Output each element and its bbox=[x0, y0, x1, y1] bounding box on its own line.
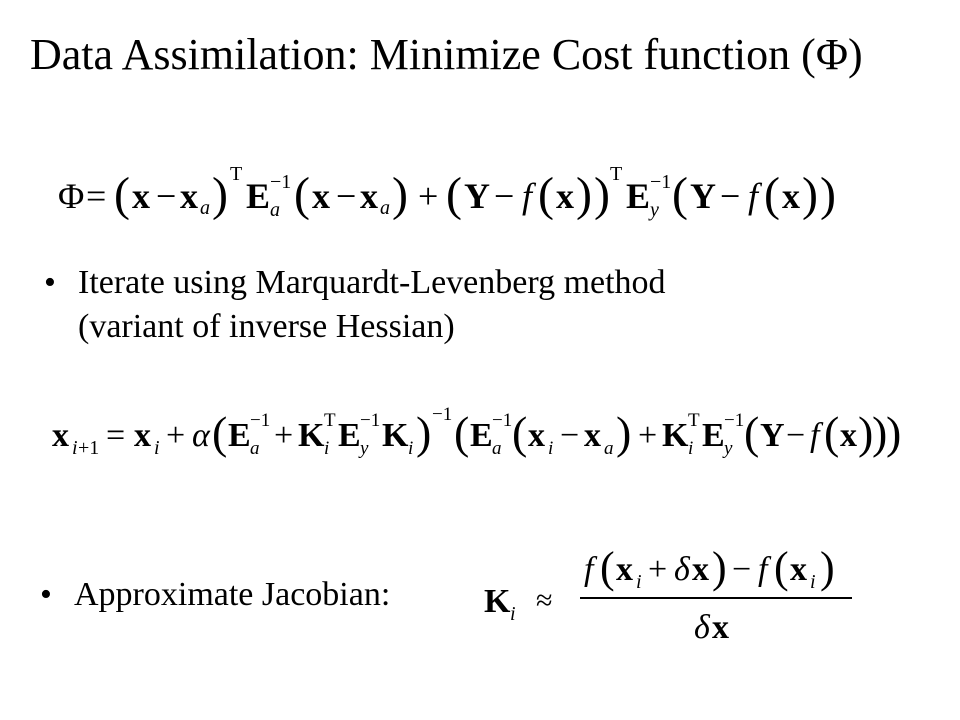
svg-text:(: ( bbox=[600, 543, 615, 592]
svg-text:−: − bbox=[560, 417, 580, 454]
svg-text:δ: δ bbox=[674, 551, 690, 588]
svg-text:): ) bbox=[858, 407, 874, 458]
svg-text:i: i bbox=[548, 438, 554, 459]
svg-text:x: x bbox=[134, 417, 151, 454]
svg-text:(: ( bbox=[744, 407, 760, 458]
bullet-2-text: Approximate Jacobian: bbox=[74, 576, 391, 613]
svg-text:E: E bbox=[246, 176, 271, 216]
svg-text:=: = bbox=[86, 176, 107, 216]
svg-text:≈: ≈ bbox=[536, 584, 553, 617]
svg-text:a: a bbox=[200, 197, 210, 219]
svg-text:−: − bbox=[720, 176, 741, 216]
svg-text:x: x bbox=[556, 176, 574, 216]
svg-text:−: − bbox=[336, 176, 357, 216]
svg-text:(: ( bbox=[512, 407, 528, 458]
svg-text:−: − bbox=[786, 417, 806, 454]
bullet-1-line-2: (variant of inverse Hessian) bbox=[78, 308, 455, 345]
svg-text:−: − bbox=[732, 551, 752, 588]
svg-text:): ) bbox=[392, 168, 408, 221]
svg-text:E: E bbox=[338, 417, 361, 454]
svg-text:i: i bbox=[324, 438, 330, 459]
svg-text:Y: Y bbox=[464, 176, 490, 216]
svg-text:(: ( bbox=[774, 543, 789, 592]
svg-text:(: ( bbox=[114, 168, 130, 221]
svg-text:a: a bbox=[380, 197, 390, 219]
svg-text:x: x bbox=[712, 609, 729, 646]
svg-text:(: ( bbox=[764, 168, 780, 221]
svg-text:): ) bbox=[594, 168, 610, 221]
svg-text:i: i bbox=[408, 438, 414, 459]
svg-text:x: x bbox=[616, 551, 633, 588]
svg-text:): ) bbox=[820, 543, 835, 592]
bullet-point-2: • bbox=[40, 576, 52, 613]
svg-text:i: i bbox=[510, 603, 516, 625]
svg-text:x: x bbox=[180, 176, 198, 216]
svg-text:+1: +1 bbox=[78, 437, 100, 459]
svg-text:+: + bbox=[418, 176, 439, 216]
svg-text:+: + bbox=[648, 551, 668, 588]
svg-text:f: f bbox=[584, 551, 594, 588]
svg-text:x: x bbox=[692, 551, 709, 588]
svg-text:x: x bbox=[584, 417, 601, 454]
svg-text:+: + bbox=[166, 417, 186, 454]
svg-text:Y: Y bbox=[690, 176, 716, 216]
svg-text:−1: −1 bbox=[492, 410, 513, 431]
svg-text:(: ( bbox=[538, 168, 554, 221]
svg-text:=: = bbox=[106, 417, 126, 454]
svg-text:−1: −1 bbox=[432, 404, 453, 425]
svg-text:x: x bbox=[52, 417, 69, 454]
svg-text:i: i bbox=[72, 437, 78, 459]
svg-text:x: x bbox=[790, 551, 807, 588]
cost-function-equation bbox=[50, 158, 850, 228]
svg-text:T: T bbox=[688, 410, 700, 431]
svg-text:): ) bbox=[872, 407, 888, 458]
svg-text:(: ( bbox=[212, 407, 228, 458]
svg-text:i: i bbox=[688, 438, 694, 459]
svg-text:): ) bbox=[802, 168, 818, 221]
svg-text:Y: Y bbox=[760, 417, 785, 454]
svg-text:): ) bbox=[416, 407, 432, 458]
svg-text:+: + bbox=[638, 417, 658, 454]
svg-text:δ: δ bbox=[694, 609, 710, 646]
svg-text:y: y bbox=[650, 199, 659, 221]
svg-text:f: f bbox=[522, 176, 533, 216]
svg-text:y: y bbox=[360, 438, 369, 459]
svg-text:i: i bbox=[636, 571, 642, 593]
svg-text:x: x bbox=[360, 176, 378, 216]
svg-text:a: a bbox=[270, 199, 280, 221]
svg-text:−: − bbox=[494, 176, 515, 216]
svg-text:f: f bbox=[810, 417, 820, 454]
svg-text:): ) bbox=[820, 168, 836, 221]
iteration-equation bbox=[50, 398, 910, 470]
svg-text:E: E bbox=[228, 417, 251, 454]
svg-text:): ) bbox=[212, 168, 228, 221]
svg-text:x: x bbox=[840, 417, 857, 454]
svg-text:T: T bbox=[610, 163, 623, 185]
svg-text:): ) bbox=[576, 168, 592, 221]
svg-text:α: α bbox=[192, 417, 210, 454]
svg-text:+: + bbox=[274, 417, 294, 454]
svg-text:−1: −1 bbox=[724, 410, 745, 431]
svg-text:x: x bbox=[782, 176, 800, 216]
svg-text:i: i bbox=[154, 437, 160, 459]
svg-text:K: K bbox=[298, 417, 325, 454]
svg-text:): ) bbox=[712, 543, 727, 592]
svg-text:K: K bbox=[662, 417, 689, 454]
jacobian-equation bbox=[480, 530, 870, 660]
svg-text:(: ( bbox=[824, 407, 840, 458]
svg-text:x: x bbox=[132, 176, 150, 216]
svg-text:−1: −1 bbox=[360, 410, 381, 431]
svg-text:E: E bbox=[626, 176, 651, 216]
svg-text:−1: −1 bbox=[270, 171, 292, 193]
svg-text:K: K bbox=[484, 583, 511, 620]
svg-text:f: f bbox=[748, 176, 759, 216]
svg-text:E: E bbox=[470, 417, 493, 454]
svg-text:T: T bbox=[324, 410, 336, 431]
svg-text:f: f bbox=[758, 551, 768, 588]
svg-text:): ) bbox=[886, 407, 902, 458]
svg-text:K: K bbox=[382, 417, 409, 454]
svg-text:(: ( bbox=[672, 168, 688, 221]
svg-text:a: a bbox=[250, 438, 260, 459]
svg-text:y: y bbox=[724, 438, 733, 459]
svg-text:a: a bbox=[604, 438, 614, 459]
svg-text:−1: −1 bbox=[250, 410, 271, 431]
svg-text:−1: −1 bbox=[650, 171, 672, 193]
svg-text:(: ( bbox=[294, 168, 310, 221]
svg-text:T: T bbox=[230, 163, 243, 185]
slide-title: Data Assimilation: Minimize Cost function (Φ) bbox=[30, 30, 863, 79]
svg-text:): ) bbox=[616, 407, 632, 458]
bullet-1-line-1: Iterate using Marquardt-Levenberg method bbox=[78, 264, 666, 301]
svg-text:x: x bbox=[312, 176, 330, 216]
svg-text:(: ( bbox=[446, 168, 462, 221]
svg-text:E: E bbox=[702, 417, 725, 454]
svg-text:a: a bbox=[492, 438, 502, 459]
svg-text:x: x bbox=[528, 417, 545, 454]
svg-text:i: i bbox=[810, 571, 816, 593]
svg-text:(: ( bbox=[454, 407, 470, 458]
svg-text:Φ: Φ bbox=[58, 176, 85, 216]
bullet-point-1: • bbox=[44, 264, 56, 301]
svg-text:−: − bbox=[156, 176, 177, 216]
